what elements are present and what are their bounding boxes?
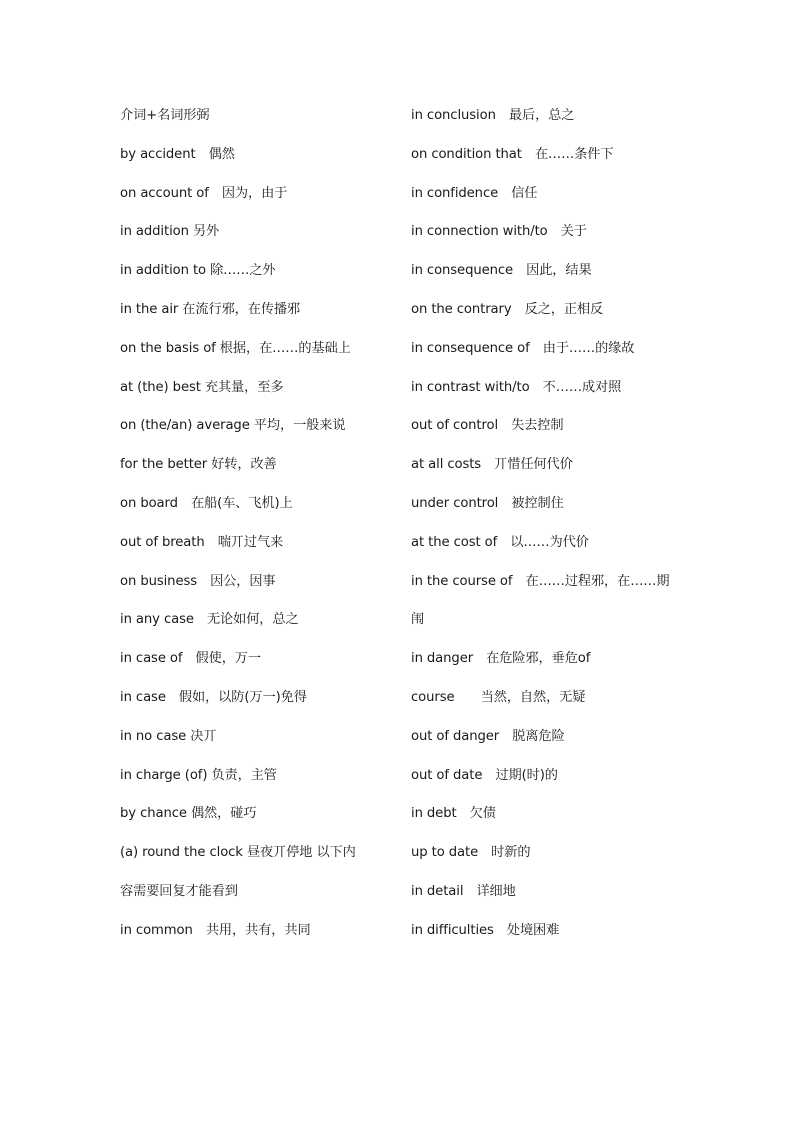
- right-line-18: out of date 过期(时)的: [411, 767, 558, 783]
- right-line-11: under control 被控制住: [411, 495, 564, 511]
- right-line-4: in connection with/to 关于: [411, 224, 587, 240]
- left-line-13: on business 因公，因事: [120, 573, 276, 589]
- left-line-15: in case of 假使，万一: [120, 651, 261, 667]
- right-line-10: at all costs 丌惜任何代价: [411, 457, 573, 473]
- left-line-2: by accident 偶然: [120, 146, 235, 162]
- right-line-13: in the course of 在……过程邪，在……期: [411, 573, 670, 589]
- right-line-9: out of control 失去控制: [411, 418, 564, 434]
- right-line-3: in confidence 信任: [411, 185, 538, 201]
- right-column: [411, 106, 691, 960]
- right-line-1: in conclusion 最后，总之: [411, 108, 575, 123]
- left-line-8: at (the) best 充其量，至多: [120, 379, 284, 395]
- left-line-5: in addition to 除……之外: [120, 263, 276, 279]
- right-line-21: in detail 详细地: [411, 883, 516, 899]
- left-line-12: out of breath 喘丌过气来: [120, 534, 284, 550]
- right-line-16: course 当然，自然，无疑: [411, 689, 586, 705]
- left-line-4: in addition 另外: [120, 224, 220, 240]
- left-line-6: in the air 在流行邪，在传播邪: [120, 301, 301, 317]
- right-line-6: on the contrary 反之，正相反: [411, 301, 604, 317]
- left-line-21: 容需要回复才能看到: [120, 883, 238, 899]
- left-line-9: on (the/an) average 平均，一般来说: [120, 418, 346, 434]
- left-line-1: 介词+名词形弼: [120, 108, 210, 123]
- right-line-14: 闱: [411, 612, 425, 628]
- right-line-12: at the cost of 以……为代价: [411, 534, 589, 550]
- right-line-17: out of danger 脱离危险: [411, 728, 565, 744]
- left-line-17: in no case 决丌: [120, 728, 217, 744]
- left-line-18: in charge (of) 负责，主管: [120, 767, 277, 783]
- left-column: [120, 106, 392, 960]
- left-line-14: in any case 无论如何，总之: [120, 612, 299, 628]
- right-line-2: on condition that 在……条件下: [411, 146, 614, 162]
- left-line-16: in case 假如，以防(万一)免得: [120, 689, 307, 705]
- right-line-7: in consequence of 由于……的缘故: [411, 340, 635, 356]
- right-line-22: in difficulties 处境困难: [411, 922, 560, 938]
- right-line-5: in consequence 因此，结果: [411, 263, 592, 279]
- right-line-8: in contrast with/to 不……成对照: [411, 379, 622, 395]
- right-line-19: in debt 欠债: [411, 806, 496, 822]
- right-line-20: up to date 时新的: [411, 845, 531, 861]
- right-line-15: in danger 在危险邪，垂危of: [411, 651, 591, 667]
- left-line-3: on account of 因为，由于: [120, 185, 288, 201]
- left-line-10: for the better 好转，改善: [120, 457, 277, 473]
- left-line-7: on the basis of 根据，在……的基础上: [120, 340, 351, 356]
- left-line-22: in common 共用，共有，共同: [120, 922, 311, 938]
- left-line-19: by chance 偶然，碰巧: [120, 806, 257, 822]
- left-line-20: (a) round the clock 昼夜丌停地 以下内: [120, 845, 356, 861]
- left-line-11: on board 在船(车、飞机)上: [120, 495, 293, 511]
